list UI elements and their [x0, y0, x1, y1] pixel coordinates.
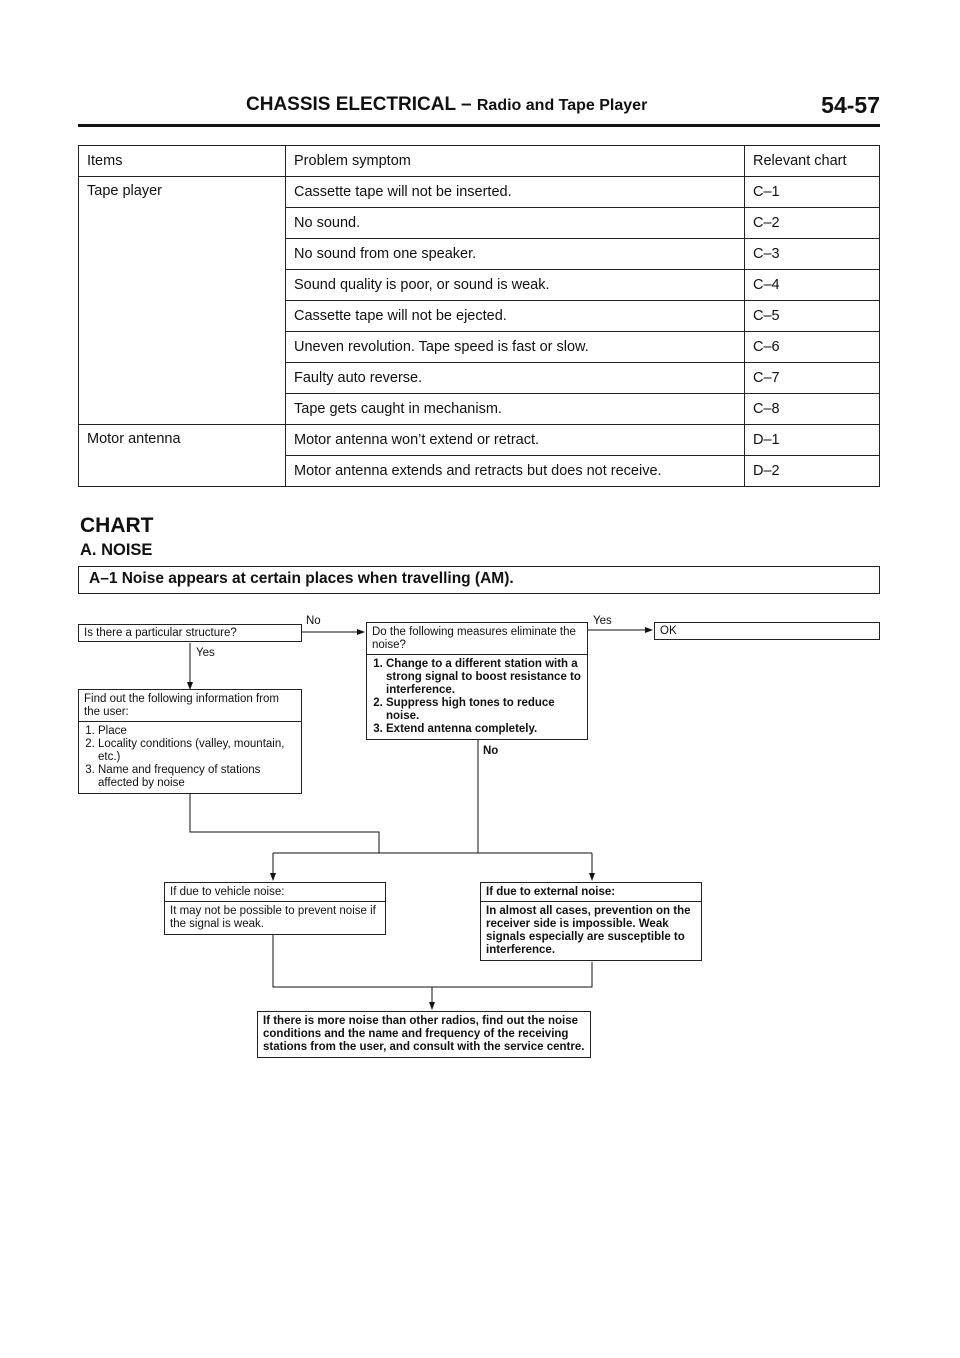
symptom-cell: Faulty auto reverse.: [286, 363, 745, 394]
final-advice-box: [257, 1011, 591, 1058]
external-noise-box: [480, 882, 702, 961]
list-item: 1. Change to a different station with a strong signal to boost resistance to interference.: [386, 658, 582, 697]
section-title: CHASSIS ELECTRICAL: [246, 94, 456, 115]
chart-ref-cell: C–3: [745, 239, 880, 270]
chart-ref-cell: C–1: [745, 177, 880, 208]
measures-question-box: [366, 622, 588, 740]
chart-ref-cell: C–6: [745, 332, 880, 363]
list-item: 2. Suppress high tones to reduce noise.: [386, 697, 582, 723]
find-info-list: [79, 722, 301, 793]
structure-question-text: Is there a particular structure?: [84, 627, 237, 639]
symptom-cell: Motor antenna won’t extend or retract.: [286, 425, 745, 456]
symptom-cell: No sound from one speaker.: [286, 239, 745, 270]
final-advice-text: If there is more noise than other radios, find out the noise conditions and the name and frequency of the receiving stations from the user, and consult with the service centre.: [263, 1015, 585, 1053]
section-heading: A. NOISE: [80, 541, 153, 559]
column-header: Items: [79, 146, 286, 177]
symptom-cell: No sound.: [286, 208, 745, 239]
ok-text: OK: [660, 625, 677, 637]
find-info-heading: Find out the following information from the user:: [79, 690, 301, 722]
no-label: No: [483, 745, 499, 757]
yes-label: Yes: [196, 647, 215, 659]
list-item: 3. Name and frequency of stations affected by noise: [98, 764, 296, 790]
page-number: 54-57: [821, 92, 880, 118]
list-item: 3. Extend antenna completely.: [386, 723, 582, 736]
list-item: 2. Locality conditions (valley, mountain, etc.): [98, 738, 296, 764]
column-header: Problem symptom: [286, 146, 745, 177]
chart-ref-cell: C–8: [745, 394, 880, 425]
symptom-cell: Tape gets caught in mechanism.: [286, 394, 745, 425]
subsection-heading: A–1 Noise appears at certain places when travelling (AM).: [89, 570, 514, 587]
item-cell: Tape player: [79, 177, 286, 425]
subsection-title: Radio and Tape Player: [476, 97, 648, 114]
structure-question-box: [78, 624, 302, 642]
symptom-cell: Motor antenna extends and retracts but does not receive.: [286, 456, 745, 487]
chart-ref-cell: D–2: [745, 456, 880, 487]
info-connector: [190, 792, 379, 853]
symptom-cell: Cassette tape will not be ejected.: [286, 301, 745, 332]
list-item: 1. Place: [98, 725, 296, 738]
chart-ref-cell: C–4: [745, 270, 880, 301]
chart-ref-cell: C–2: [745, 208, 880, 239]
external-noise-text: In almost all cases, prevention on the receiver side is impossible. Weak signals especially are susceptible to interference.: [486, 905, 691, 956]
external-noise-heading: If due to external noise:: [481, 883, 701, 902]
chart-heading: CHART: [80, 514, 154, 537]
find-info-box: [78, 689, 302, 794]
item-cell: Motor antenna: [79, 425, 286, 487]
yes-label: Yes: [593, 615, 612, 627]
vehicle-noise-box: [164, 882, 386, 935]
ok-box: [654, 622, 880, 640]
vehicle-noise-heading: If due to vehicle noise:: [165, 883, 385, 902]
measures-question-heading: Do the following measures eliminate the noise?: [367, 623, 587, 655]
chart-ref-cell: C–7: [745, 363, 880, 394]
title-separator: –: [461, 94, 472, 115]
column-header: Relevant chart: [745, 146, 880, 177]
vehicle-noise-text: It may not be possible to prevent noise if the signal is weak.: [170, 905, 376, 930]
symptom-cell: Uneven revolution. Tape speed is fast or slow.: [286, 332, 745, 363]
symptom-cell: Sound quality is poor, or sound is weak.: [286, 270, 745, 301]
no-label: No: [306, 615, 321, 627]
chart-ref-cell: D–1: [745, 425, 880, 456]
symptom-cell: Cassette tape will not be inserted.: [286, 177, 745, 208]
measures-list: [367, 655, 587, 739]
chart-ref-cell: C–5: [745, 301, 880, 332]
